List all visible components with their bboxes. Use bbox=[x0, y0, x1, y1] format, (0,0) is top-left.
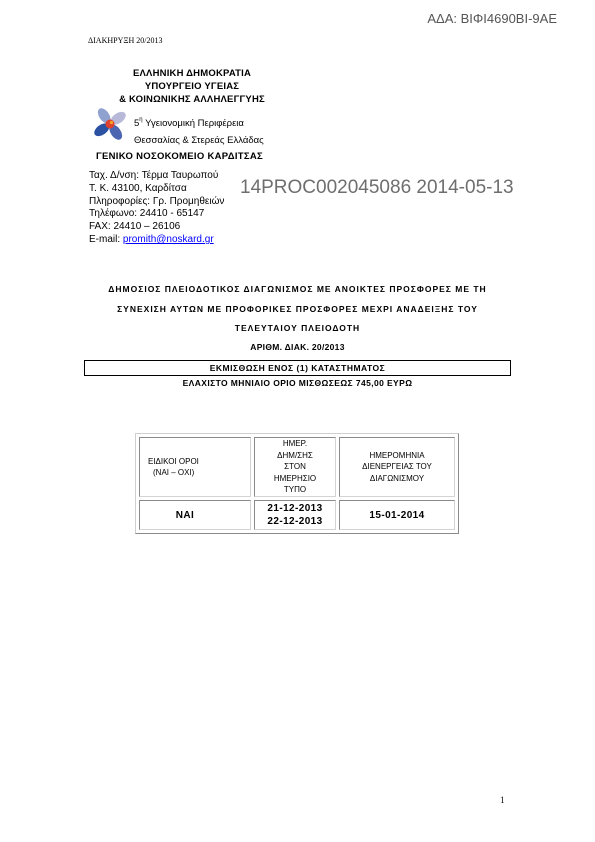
authority-line-solidarity: & ΚΟΙΝΩΝΙΚΗΣ ΑΛΛΗΛΕΓΓΥΗΣ bbox=[119, 94, 265, 105]
authority-header bbox=[92, 67, 292, 106]
title-line-2: ΣΥΝΕΧΙΣΗ ΑΥΤΩΝ ΜΕ ΠΡΟΦΟΡΙΚΕΣ ΠΡΟΣΦΟΡΕΣ ΜΕΧΡΙ ΑΝΑΔΕΙΞΗΣ ΤΟΥ bbox=[117, 304, 478, 314]
header-line: ΔΙΑΓΩΝΙΣΜΟΥ bbox=[369, 473, 425, 483]
title-line-3: ΤΕΛΕΥΤΑΙΟΥ ΠΛΕΙΟΔΟΤΗ bbox=[234, 323, 361, 333]
authority-line-republic: ΕΛΛΗΝΙΚΗ ΔΗΜΟΚΡΑΤΙΑ bbox=[132, 68, 252, 79]
page-number: 1 bbox=[500, 795, 505, 805]
contact-info: Πληροφορίες: Γρ. Προμηθειών bbox=[89, 195, 225, 207]
cell-line: 22-12-2013 bbox=[267, 516, 323, 527]
document-reference: ΔΙΑΚΗΡΥΞΗ 20/2013 bbox=[88, 36, 163, 45]
table-header-row bbox=[139, 437, 455, 497]
header-line: ΔΙΕΝΕΡΓΕΙΑΣ ΤΟΥ bbox=[362, 462, 432, 472]
email-label: E-mail: bbox=[89, 233, 123, 245]
cell-publication-dates bbox=[254, 500, 336, 530]
subject-box: ΕΚΜΙΣΘΩΣΗ ΕΝΟΣ (1) ΚΑΤΑΣΤΗΜΑΤΟΣ bbox=[84, 360, 511, 376]
region-number: 5 bbox=[134, 118, 140, 129]
region-name: Υγειονομική Περιφέρεια bbox=[145, 118, 244, 129]
cell-line: ΝΑΙ bbox=[175, 509, 195, 521]
ada-code: ΑΔΑ: ΒΙΦΙ4690ΒΙ-9ΑΕ bbox=[427, 11, 557, 26]
title-line-1: ΔΗΜΟΣΙΟΣ ΠΛΕΙΟΔΟΤΙΚΟΣ ΔΙΑΓΩΝΙΣΜΟΣ ΜΕ ΑΝΟΙΚΤΕΣ ΠΡΟΣΦΟΡΕΣ ΜΕ ΤΗ bbox=[108, 284, 487, 294]
cell-line: 15-01-2014 bbox=[369, 509, 425, 521]
registration-stamp: 14PROC002045086 2014-05-13 bbox=[240, 177, 514, 198]
header-cell-tender-date bbox=[339, 437, 455, 497]
contact-email-line bbox=[89, 234, 224, 247]
header-line: ΔΗΜ/ΣΗΣ bbox=[277, 450, 313, 460]
cell-line: 21-12-2013 bbox=[267, 503, 323, 514]
region-ordinal-suffix: η bbox=[139, 117, 143, 123]
hospital-name: ΓΕΝΙΚΟ ΝΟΣΟΚΟΜΕΙΟ ΚΑΡΔΙΤΣΑΣ bbox=[96, 151, 264, 162]
tender-info-table bbox=[135, 433, 459, 534]
contact-phone: Τηλέφωνο: 24410 - 65147 bbox=[89, 208, 205, 220]
contact-address: Ταχ. Δ/νση: Τέρμα Ταυρωπού bbox=[89, 170, 219, 181]
health-region-line-2: Θεσσαλίας & Στερεάς Ελλάδας bbox=[134, 135, 264, 146]
header-cell-special-terms bbox=[139, 437, 251, 497]
table-row bbox=[139, 500, 455, 530]
contact-postcode: Τ. Κ. 43100, Καρδίτσα bbox=[89, 182, 187, 194]
header-line: ΕΙΔΙΚΟΙ ΟΡΟΙ bbox=[148, 456, 199, 466]
tender-number: ΑΡΙΘΜ. ΔΙΑΚ. 20/2013 bbox=[250, 342, 345, 352]
cell-special-terms bbox=[139, 500, 251, 530]
contact-fax: FAX: 24410 – 26106 bbox=[89, 221, 181, 233]
header-line: ΗΜΕΡΟΜΗΝΙΑ bbox=[369, 450, 425, 460]
header-line: ΤΥΠΟ bbox=[283, 485, 307, 495]
health-region-logo bbox=[92, 106, 128, 142]
header-cell-publication-date bbox=[254, 437, 336, 497]
header-line: ΗΜΕΡ. bbox=[282, 439, 308, 449]
header-line: (ΝΑΙ – ΟΧΙ) bbox=[153, 468, 195, 477]
health-region-text bbox=[134, 115, 264, 149]
header-line: ΣΤΟΝ bbox=[284, 462, 306, 472]
contact-block bbox=[89, 170, 224, 247]
email-link[interactable]: promith@noskard.gr bbox=[122, 233, 214, 245]
header-line: ΗΜΕΡΗΣΙΟ bbox=[273, 473, 317, 483]
minimum-rent: ΕΛΑΧΙΣΤΟ ΜΗΝΙΑΙΟ ΟΡΙΟ ΜΙΣΘΩΣΕΩΣ 745,00 ΕΥΡΩ bbox=[182, 378, 413, 388]
health-region-line-1 bbox=[134, 115, 264, 132]
authority-line-ministry: ΥΠΟΥΡΓΕΙΟ ΥΓΕΙΑΣ bbox=[144, 81, 240, 92]
cell-tender-date bbox=[339, 500, 455, 530]
